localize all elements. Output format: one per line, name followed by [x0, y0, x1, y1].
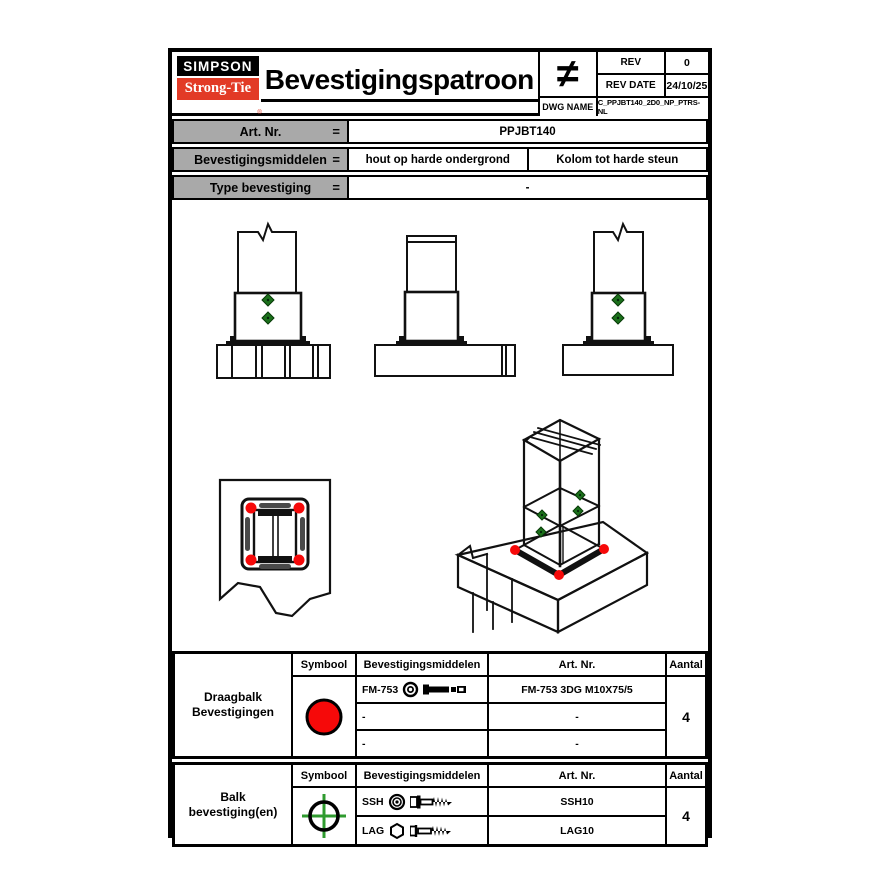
isometric-view	[458, 420, 647, 632]
washer-double-ring-icon	[402, 681, 419, 698]
header-symbool: Symbool	[293, 765, 355, 786]
header-bevestigingsmiddelen: Bevestigingsmiddelen	[357, 765, 487, 786]
header-symbool: Symbool	[293, 654, 355, 675]
bevestigingsmiddelen-label	[174, 149, 347, 170]
balk-symbol-cell	[293, 788, 355, 844]
info-row-art-nr	[172, 119, 708, 144]
title-area	[261, 52, 538, 113]
logo-strongtie-text: Strong-Tie	[184, 80, 252, 96]
logo-simpson: SIMPSON	[177, 56, 259, 76]
value-ondergrond: hout op harde ondergrond	[349, 149, 527, 170]
plan-view	[220, 480, 330, 616]
draagbalk-group-label	[175, 654, 291, 756]
fastener-name-cell	[357, 677, 487, 702]
revision-block	[538, 52, 708, 116]
fastener-art-nr: -	[489, 704, 665, 729]
group-label-line2: Bevestigingen	[191, 705, 275, 719]
balk-group-label	[175, 765, 291, 844]
simpson-strongtie-logo	[172, 52, 262, 116]
elevation-view-middle	[375, 236, 515, 376]
art-nr-label	[174, 121, 347, 142]
washer-triple-ring-icon	[388, 793, 406, 811]
red-circle-icon	[302, 695, 346, 739]
group-label-line1: Balk	[220, 789, 246, 804]
rev-value: 0	[666, 52, 708, 73]
fastener-name-cell	[357, 704, 487, 729]
registered-mark: ®	[257, 110, 262, 116]
group-label-line1: Draagbalk	[203, 690, 263, 704]
fastener-name: -	[362, 737, 366, 750]
info-row-bevestigingsmiddelen	[172, 147, 708, 172]
fastener-art-nr: FM-753 3DG M10X75/5	[489, 677, 665, 702]
bevestigingsmiddelen-label-text: Bevestigingsmiddelen	[194, 152, 327, 167]
draagbalk-fastener-table	[172, 651, 708, 759]
elevation-view-right	[563, 224, 673, 375]
fastener-name: FM-753	[362, 683, 399, 696]
drawing-area	[172, 203, 708, 651]
draagbalk-symbol-cell	[293, 677, 355, 756]
fastener-name-cell	[357, 731, 487, 756]
type-bevestiging-label	[174, 177, 347, 198]
equals-sign: =	[332, 180, 340, 195]
equals-sign: =	[332, 152, 340, 167]
dwg-name-label: DWG NAME	[540, 98, 596, 116]
fastener-name-cell	[357, 788, 487, 815]
rev-label: REV	[598, 52, 664, 73]
header-art-nr: Art. Nr.	[489, 765, 665, 786]
fastener-art-nr: -	[489, 731, 665, 756]
hex-nut-icon	[388, 822, 406, 840]
dwg-name-value: C_PPJBT140_2D0_NP_PTRS-NL	[598, 98, 708, 116]
fastener-art-nr: LAG10	[489, 817, 665, 844]
art-nr-label-text: Art. Nr.	[239, 124, 282, 139]
art-nr-value: PPJBT140	[349, 121, 706, 142]
draagbalk-aantal-value: 4	[667, 677, 705, 756]
logo-strongtie	[177, 78, 259, 100]
lag-screw-icon	[410, 823, 454, 839]
fastener-name: SSH	[362, 795, 384, 808]
article-info-table	[172, 119, 708, 200]
header-bevestigingsmiddelen: Bevestigingsmiddelen	[357, 654, 487, 675]
structural-screw-icon	[410, 794, 454, 810]
wedge-anchor-icon	[423, 682, 467, 697]
green-fastener-markers	[612, 294, 624, 324]
header-aantal: Aantal	[667, 765, 705, 786]
fastener-name: LAG	[362, 824, 385, 837]
rev-date-label: REV DATE	[598, 75, 664, 96]
page-title: Bevestigingspatroon	[261, 64, 538, 102]
technical-drawing	[172, 203, 708, 651]
bevestigingsmiddelen-values	[349, 149, 706, 170]
crosshair-circle-icon	[298, 790, 350, 842]
drawing-sheet	[168, 48, 712, 838]
group-label-line2: bevestiging(en)	[188, 804, 278, 819]
not-equal-icon: ≠	[540, 52, 596, 96]
balk-fastener-table	[172, 762, 708, 847]
fastener-art-nr: SSH10	[489, 788, 665, 815]
green-fastener-markers	[262, 294, 274, 324]
header-art-nr: Art. Nr.	[489, 654, 665, 675]
rev-date-value: 24/10/25	[666, 75, 708, 96]
header-aantal: Aantal	[667, 654, 705, 675]
value-kolom: Kolom tot harde steun	[529, 149, 707, 170]
balk-aantal-value: 4	[667, 788, 705, 844]
elevation-view-left	[217, 224, 330, 378]
equals-sign: =	[332, 124, 340, 139]
type-bevestiging-label-text: Type bevestiging	[209, 180, 312, 195]
info-row-type-bevestiging	[172, 175, 708, 200]
fastener-name: -	[362, 710, 366, 723]
title-block	[172, 52, 708, 116]
fastener-name-cell	[357, 817, 487, 844]
type-bevestiging-value: -	[349, 177, 706, 198]
